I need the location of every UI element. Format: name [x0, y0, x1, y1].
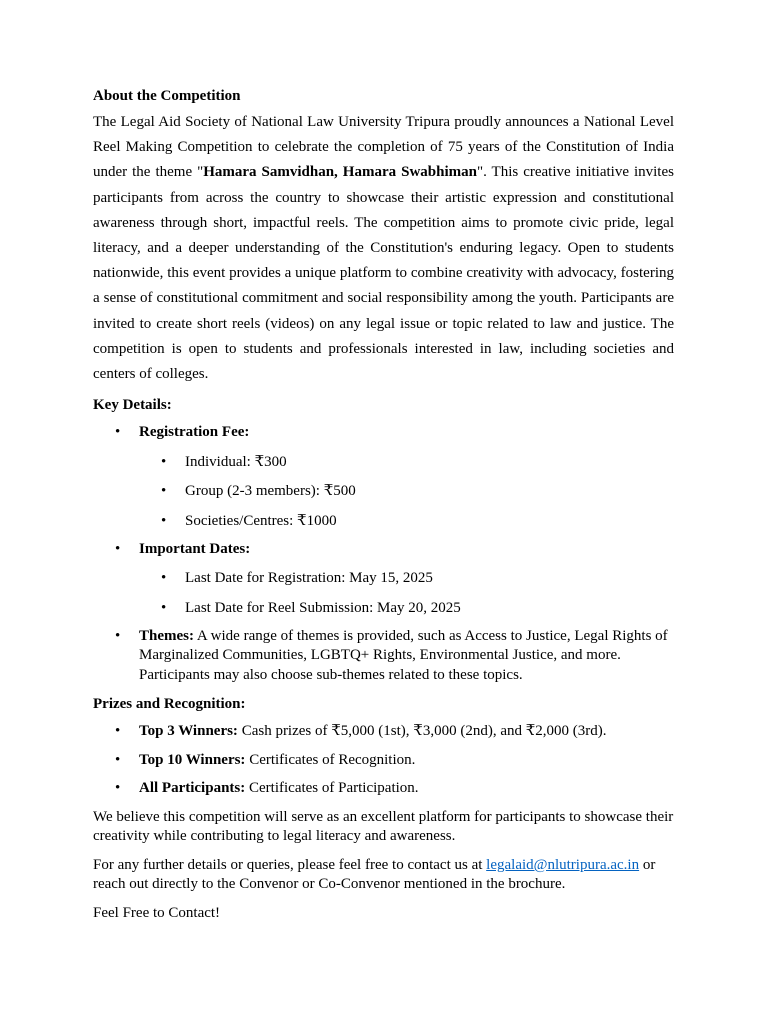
- prizes-heading: Prizes and Recognition:: [93, 696, 246, 713]
- about-paragraph: [93, 110, 674, 387]
- belief-paragraph: We believe this competition will serve as an excellent platform for participants to showcase their creativity while contributing to legal literacy and awareness.: [93, 808, 674, 845]
- fee-societies: • Societies/Centres: ₹1000: [139, 511, 674, 531]
- themes-label: Themes:: [139, 627, 194, 644]
- about-text-part-2: ". This creative initiative invites participants from across the country to showcase their artistic expression and constitutional awareness through short, impactful reels. The competition aims to promote civic pride, legal literacy, and a deeper understanding of the Constitution's enduring legacy. Open to students nationwide, this event provides a unique platform to combine creativity with advocacy, fostering a sense of constitutional commitment and social responsibility among the youth. Participants are invited to create short reels (videos) on any legal issue or topic related to law and justice. The competition is open to students and professionals interested in law, including societies and centers of colleges.: [93, 164, 674, 383]
- key-details-heading: Key Details:: [93, 397, 172, 414]
- document-page: [93, 86, 674, 932]
- email-link[interactable]: legalaid@nlutripura.ac.in: [486, 856, 640, 873]
- fee-individual: • Individual: ₹300: [139, 452, 674, 472]
- important-dates-item: [93, 540, 674, 618]
- contact-text-before: For any further details or queries, please feel free to contact us at: [93, 856, 487, 873]
- prize-top10: [93, 751, 674, 771]
- prize-top3-label: Top 3 Winners:: [139, 723, 238, 740]
- themes-text: A wide range of themes is provided, such as Access to Justice, Legal Rights of Marginalized Communities, LGBTQ+ Rights, Environmental Justice, and more. Participants may also choose sub-themes related to these topics.: [139, 627, 668, 683]
- prize-top10-text: Certificates of Recognition.: [245, 751, 416, 768]
- date-registration: • Last Date for Registration: May 15, 2025: [139, 568, 674, 588]
- prize-top10-label: Top 10 Winners:: [139, 751, 246, 768]
- date-submission: • Last Date for Reel Submission: May 20, 2025: [139, 598, 674, 618]
- about-heading: About the Competition: [93, 88, 241, 104]
- contact-text-after: or reach out directly to the Convenor or Co-Convenor mentioned in the brochure.: [93, 856, 656, 893]
- registration-fee-item: [93, 423, 674, 531]
- fee-group: • Group (2-3 members): ₹500: [139, 481, 674, 501]
- contact-paragraph: [93, 856, 674, 895]
- prize-all-text: Certificates of Participation.: [245, 780, 419, 797]
- about-text-part-1: The Legal Aid Society of National Law University Tripura proudly announces a National Level Reel Making Competition to celebrate the completion of 75 years of the Constitution of India under the theme ": [93, 114, 674, 181]
- important-dates-label: Important Dates:: [139, 540, 251, 557]
- theme-name: Hamara Samvidhan, Hamara Swabhiman: [203, 164, 477, 181]
- prize-top3: [93, 722, 674, 742]
- registration-fee-label: Registration Fee:: [139, 424, 250, 441]
- prize-top3-text: Cash prizes of ₹5,000 (1st), ₹3,000 (2nd), and ₹2,000 (3rd).: [237, 723, 607, 740]
- prize-all-label: All Participants:: [139, 780, 246, 797]
- registration-fee-list: [139, 452, 674, 531]
- themes-item: [93, 627, 674, 686]
- prize-all: [93, 779, 674, 799]
- closing-line: Feel Free to Contact!: [93, 904, 221, 921]
- prizes-list: [93, 722, 674, 799]
- key-details-list: [93, 423, 674, 685]
- important-dates-list: [139, 568, 674, 618]
